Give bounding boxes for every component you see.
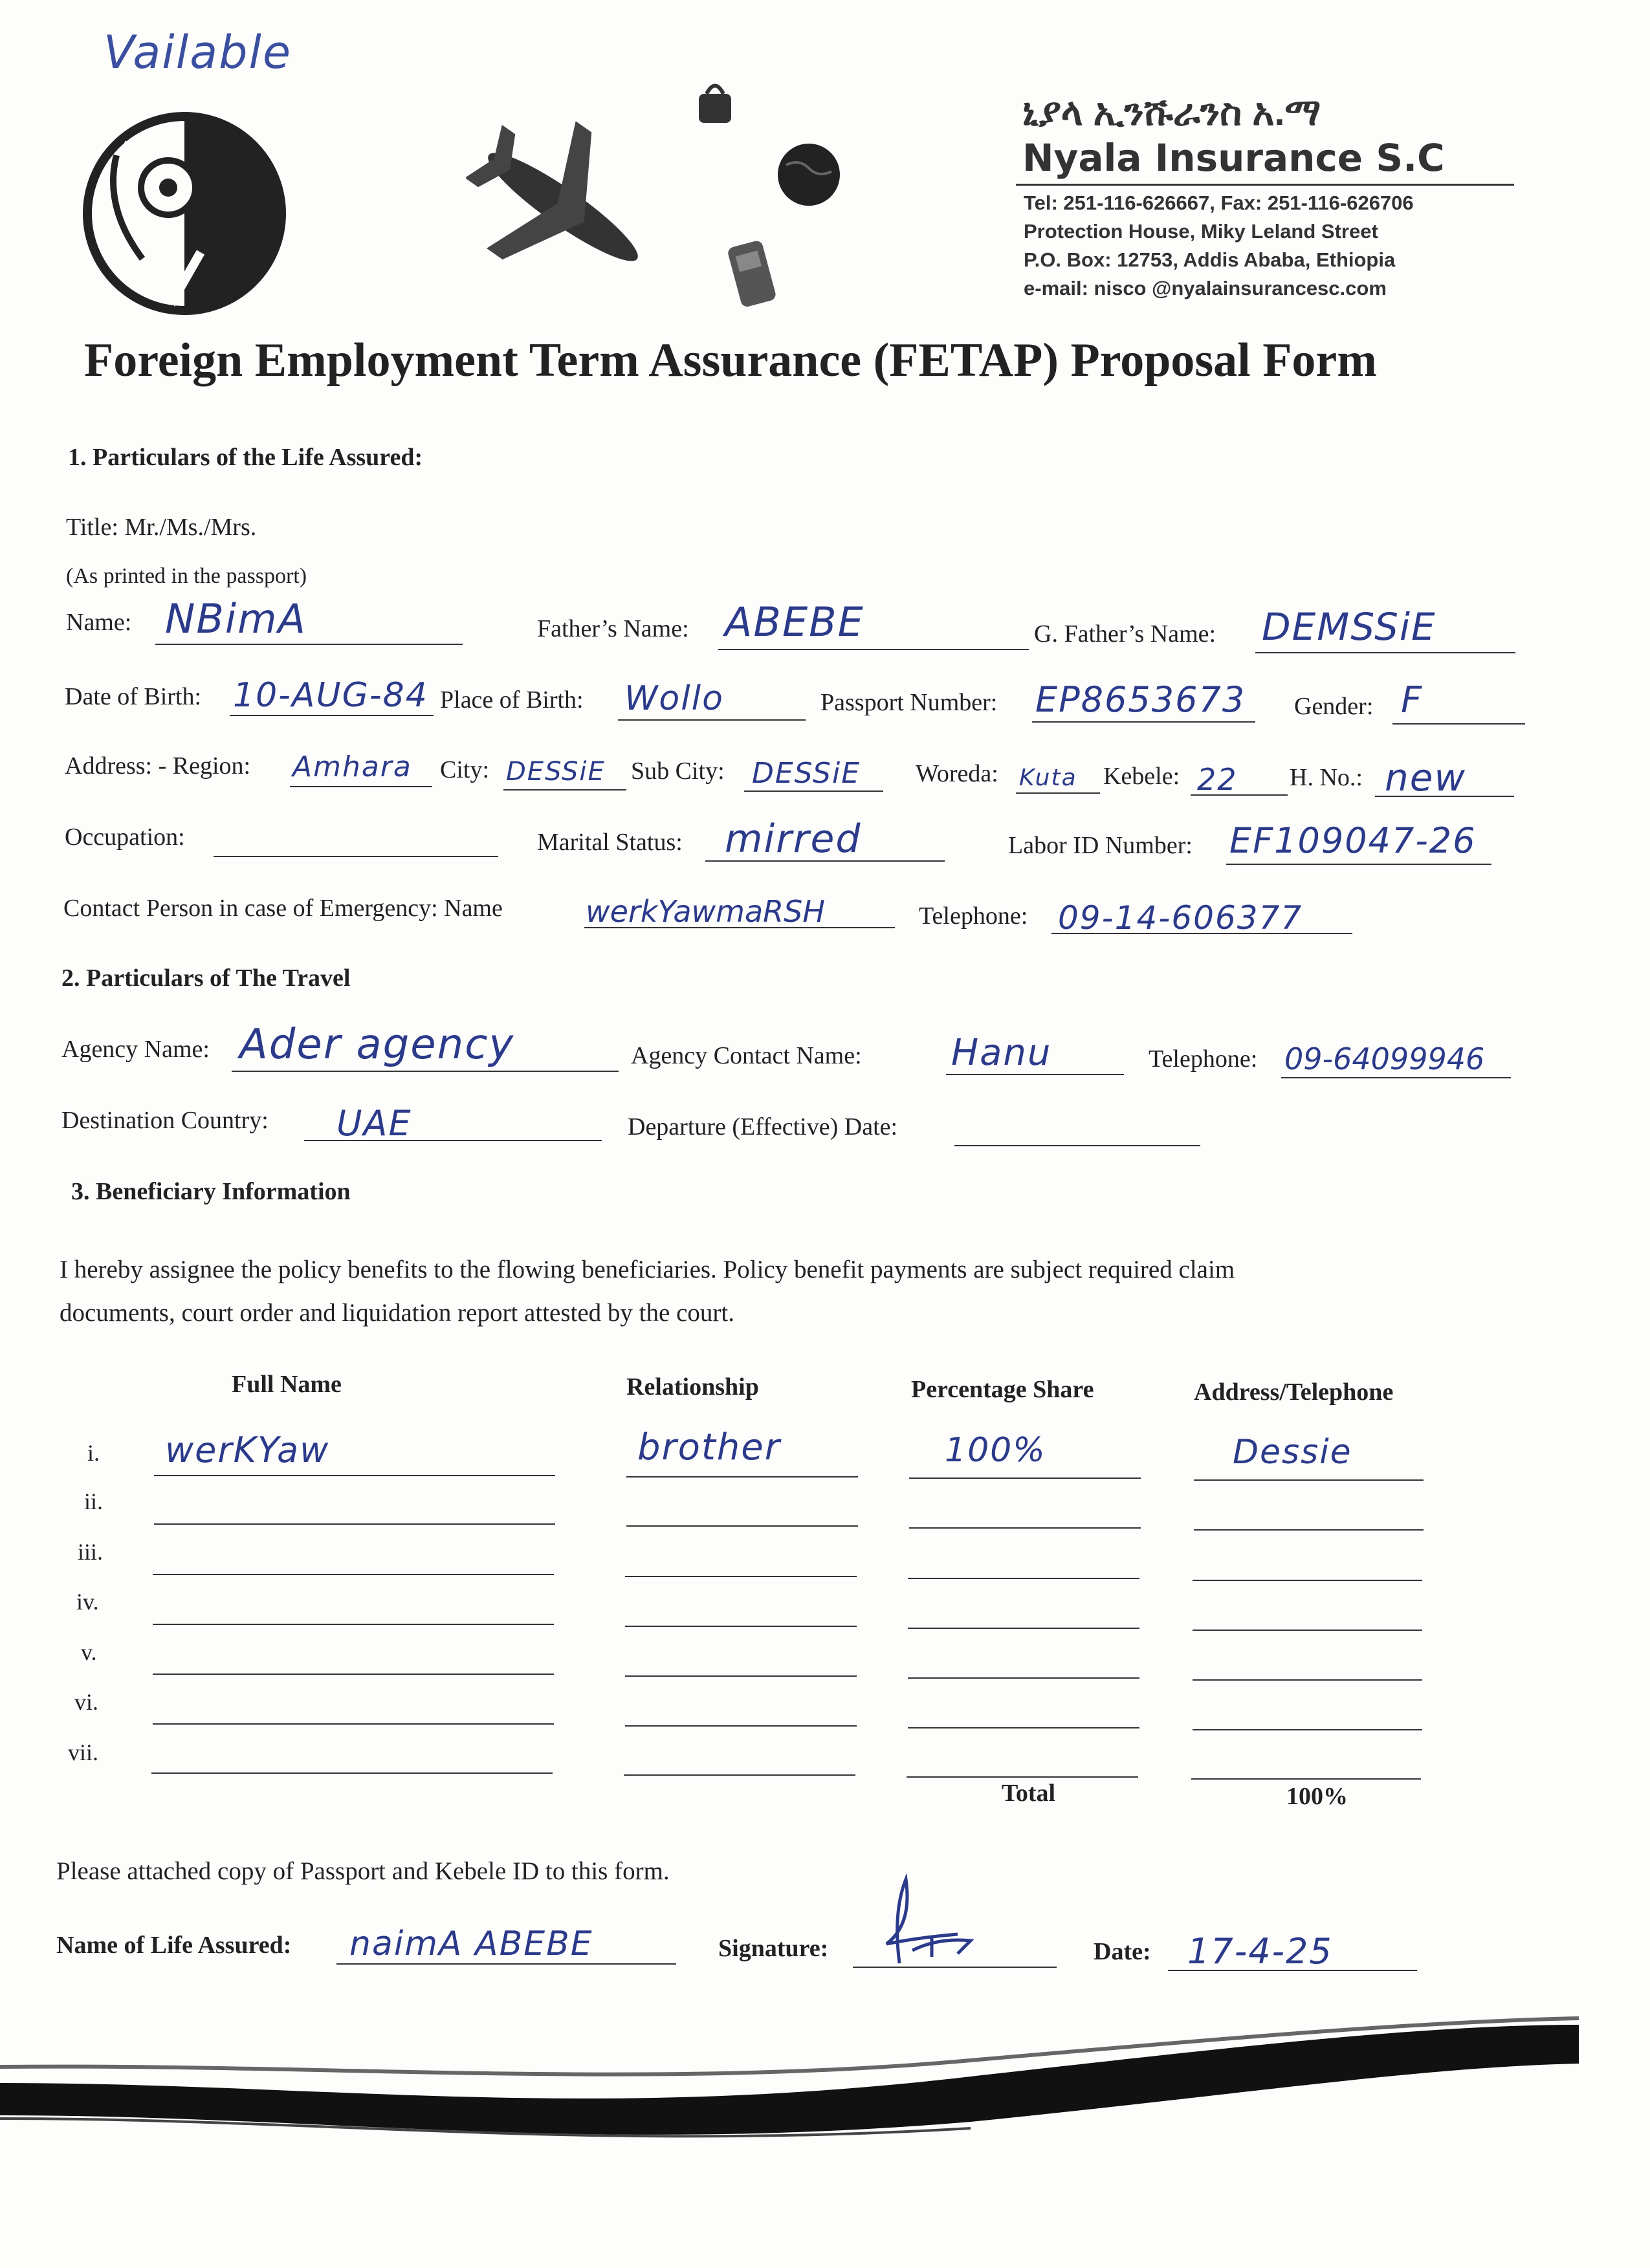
section-beneficiary: 3. Beneficiary Information — [71, 1178, 351, 1205]
total-label: Total — [1002, 1780, 1056, 1807]
corner-note: Vailable — [104, 26, 292, 79]
row-number: i. — [87, 1440, 100, 1466]
date-value: 17-4-25 — [1187, 1931, 1333, 1972]
row-name-value: werKYaw — [165, 1430, 330, 1470]
briefcase-icon — [725, 236, 783, 314]
departure-label: Departure (Effective) Date: — [628, 1113, 898, 1140]
row-pct-line[interactable] — [908, 1628, 1139, 1629]
passport-field-line[interactable] — [1032, 721, 1255, 723]
row-number: vii. — [68, 1739, 99, 1765]
agency-tel-field-line[interactable] — [1281, 1077, 1511, 1078]
row-rel-line[interactable] — [626, 1525, 858, 1527]
marital-label: Marital Status: — [537, 829, 683, 856]
agency-field-line[interactable] — [232, 1071, 619, 1072]
destination-label: Destination Country: — [61, 1107, 269, 1134]
row-addr-line[interactable] — [1193, 1729, 1422, 1730]
gfathers-name-value: DEMSSiE — [1262, 605, 1436, 649]
labor-id-label: Labor ID Number: — [1008, 832, 1193, 859]
woreda-value: Kuta — [1019, 765, 1077, 791]
dob-label: Date of Birth: — [65, 683, 202, 710]
col-header-full-name: Full Name — [232, 1371, 342, 1398]
subcity-value: DESSiE — [752, 757, 861, 790]
hno-value: new — [1385, 756, 1466, 800]
city-label: City: — [440, 756, 490, 783]
dob-value: 10-AUG-84 — [233, 676, 428, 715]
woreda-field-line[interactable] — [1016, 792, 1100, 794]
date-label: Date: — [1094, 1938, 1151, 1965]
hno-label: H. No.: — [1290, 764, 1363, 791]
region-value: Amhara — [292, 750, 412, 783]
total-value: 100% — [1286, 1783, 1348, 1810]
company-name: Nyala Insurance S.C — [1022, 136, 1445, 180]
woreda-label: Woreda: — [916, 760, 998, 787]
company-address2: P.O. Box: 12753, Addis Ababa, Ethiopia — [1024, 248, 1396, 271]
name-life-value: naimA ABEBE — [349, 1925, 593, 1963]
row-pct-line[interactable] — [908, 1677, 1139, 1679]
logo-emblem-icon — [71, 104, 304, 323]
agency-tel-label: Telephone: — [1149, 1045, 1258, 1073]
company-rule — [1016, 184, 1514, 186]
row-name-line[interactable] — [153, 1723, 554, 1725]
agency-value: Ader agency — [239, 1021, 515, 1069]
row-name-line[interactable] — [154, 1475, 555, 1476]
kebele-label: Kebele: — [1103, 763, 1180, 790]
signature-mark — [861, 1873, 1029, 1970]
dob-field-line[interactable] — [230, 715, 434, 716]
fathers-name-field-line[interactable] — [718, 649, 1029, 650]
attach-note: Please attached copy of Passport and Kebele ID to this form. — [56, 1857, 670, 1885]
passport-value: EP8653673 — [1035, 679, 1246, 720]
company-tel: Tel: 251-116-626667, Fax: 251-116-626706 — [1024, 191, 1414, 214]
company-email: e-mail: nisco @nyalainsurancesc.com — [1024, 277, 1387, 300]
row-pct-line[interactable] — [908, 1727, 1139, 1728]
subcity-label: Sub City: — [631, 758, 725, 785]
signature-label: Signature: — [718, 1935, 829, 1962]
agency-label: Agency Name: — [61, 1036, 210, 1063]
name-life-field-line[interactable] — [336, 1963, 676, 1965]
marital-value: mirred — [725, 816, 862, 862]
row-pct-line[interactable] — [907, 1776, 1138, 1778]
section-travel: 2. Particulars of The Travel — [61, 965, 351, 992]
row-name-line[interactable] — [154, 1523, 555, 1525]
row-rel-line[interactable] — [625, 1576, 857, 1577]
row-name-line[interactable] — [153, 1674, 554, 1675]
row-addr-value: Dessie — [1233, 1433, 1352, 1472]
row-name-line[interactable] — [153, 1574, 554, 1575]
row-addr-line[interactable] — [1194, 1479, 1424, 1481]
destination-value: UAE — [336, 1103, 412, 1144]
footer-wave — [0, 1986, 1650, 2154]
labor-id-value: EF109047-26 — [1229, 820, 1477, 861]
globe-icon — [773, 139, 844, 210]
name-life-label: Name of Life Assured: — [56, 1932, 292, 1959]
row-name-line[interactable] — [151, 1772, 553, 1774]
row-number: vi. — [74, 1689, 99, 1715]
company-address1: Protection House, Miky Leland Street — [1024, 220, 1378, 243]
row-rel-value: brother — [637, 1426, 781, 1468]
row-addr-line[interactable] — [1191, 1778, 1421, 1780]
contact-tel-value: 09-14-606377 — [1058, 899, 1303, 937]
row-addr-line[interactable] — [1194, 1529, 1424, 1531]
row-pct-line[interactable] — [909, 1477, 1141, 1479]
contact-label: Contact Person in case of Emergency: Name — [63, 895, 503, 922]
agency-contact-field-line[interactable] — [946, 1074, 1124, 1075]
bag-icon — [692, 78, 738, 129]
row-addr-line[interactable] — [1193, 1630, 1422, 1631]
city-field-line[interactable] — [503, 789, 626, 791]
city-value: DESSiE — [506, 757, 606, 787]
row-name-line[interactable] — [153, 1624, 554, 1625]
contact-name-value: werkYawmaRSH — [586, 894, 825, 929]
gfathers-name-field-line[interactable] — [1255, 652, 1515, 653]
col-header-address: Address/Telephone — [1194, 1379, 1394, 1406]
row-pct-line[interactable] — [908, 1578, 1139, 1579]
row-rel-line[interactable] — [626, 1476, 858, 1477]
pob-label: Place of Birth: — [440, 686, 584, 714]
pob-value: Wollo — [624, 679, 724, 718]
row-rel-line[interactable] — [625, 1725, 857, 1727]
gfathers-name-label: G. Father’s Name: — [1034, 620, 1216, 648]
col-header-relationship: Relationship — [626, 1373, 759, 1401]
name-label: Name: — [66, 609, 132, 636]
row-rel-line[interactable] — [625, 1675, 857, 1677]
labor-id-field-line[interactable] — [1226, 864, 1491, 865]
row-number: v. — [81, 1639, 97, 1665]
company-amharic: ኒያላ ኢንሹራንስ አ.ማ — [1022, 91, 1321, 133]
airplane-icon — [466, 116, 660, 298]
agency-contact-value: Hanu — [951, 1032, 1052, 1074]
as-printed-note: (As printed in the passport) — [66, 564, 307, 588]
form-title: Foreign Employment Term Assurance (FETAP) Proposal Form — [84, 334, 1377, 387]
row-number: ii. — [84, 1488, 104, 1514]
pob-field-line[interactable] — [618, 719, 806, 721]
row-pct-line[interactable] — [909, 1527, 1141, 1529]
subcity-field-line[interactable] — [744, 791, 883, 792]
row-number: iii. — [78, 1539, 104, 1565]
gender-value: F — [1401, 679, 1424, 721]
fathers-name-label: Father’s Name: — [537, 615, 689, 642]
name-field-line[interactable] — [155, 644, 463, 645]
agency-contact-label: Agency Contact Name: — [631, 1042, 862, 1069]
row-rel-line[interactable] — [625, 1626, 857, 1627]
agency-tel-value: 09-64099946 — [1284, 1041, 1485, 1076]
contact-tel-label: Telephone: — [919, 902, 1028, 930]
title-label: Title: Mr./Ms./Mrs. — [66, 514, 257, 541]
col-header-percentage: Percentage Share — [911, 1376, 1094, 1403]
row-pct-value: 100% — [945, 1431, 1046, 1470]
region-label: Address: - Region: — [65, 752, 251, 780]
row-addr-line[interactable] — [1193, 1580, 1422, 1581]
occupation-label: Occupation: — [65, 823, 185, 851]
fathers-name-value: ABEBE — [725, 598, 864, 646]
assign-paragraph-2: documents, court order and liquidation report attested by the court. — [60, 1299, 734, 1327]
section-life-assured: 1. Particulars of the Life Assured: — [68, 444, 423, 471]
kebele-value: 22 — [1197, 762, 1238, 797]
row-addr-line[interactable] — [1193, 1679, 1422, 1681]
occupation-field-line[interactable] — [214, 856, 498, 857]
departure-field-line[interactable] — [954, 1145, 1200, 1146]
assign-paragraph: I hereby assignee the policy benefits to the flowing beneficiaries. Policy benefit payments are subject required claim — [60, 1256, 1235, 1283]
row-rel-line[interactable] — [624, 1774, 855, 1776]
gender-field-line[interactable] — [1392, 723, 1525, 725]
passport-label: Passport Number: — [820, 689, 998, 716]
name-value: NBimA — [165, 595, 307, 642]
row-number: iv. — [76, 1589, 99, 1615]
gender-label: Gender: — [1294, 693, 1374, 720]
region-field-line[interactable] — [290, 786, 432, 787]
